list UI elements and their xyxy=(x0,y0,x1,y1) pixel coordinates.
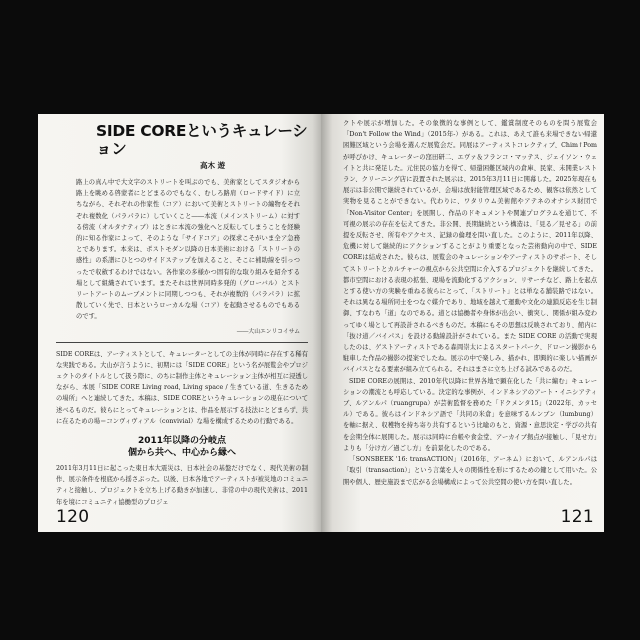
section-divider xyxy=(56,342,308,343)
body-paragraph: クトや展示が増加した。その象徴的な事例として、鑑賞制度そのものを問う展覧会「Don't Follow the Wind」（2015年-）がある。これは、あえて誰も来場できない帰還困難区域という会場を選んだ展覧会だ。同展はアーティストコレクティブ、Chim↑Pomが呼びかけ、キュレーターの窪田研二、エヴァ＆フランコ・マッテス、ジェイソン・ウェイトと共に発足した。元住民の協力を得て、帰還困難区域内の倉庫、民家、未開業レストラン、クリーニング店に設置された展示は、2015年3月11日に開幕した。2025年現在も展示は非公開で継続されているが、会場は放射能管理区域であるため、観客は依然として実物を見ることができない。代わりに、ワタリウム美術館やアテネのオナシス財団で「Non-Visitor Center」を展開し、作品のドキュメントや関連プログラムを通じて、不可視の展示の存在を伝えてきた。非公開、長期継続という構造は、「見る／見せる」の前提を反転させ、所有やアクセス、記録の倫理を問い直した。このように、2011年以降、危機に対して継続的にアクションすることがより重要となった芸術動向の中で、SIDE COREは結成された。彼らは、展覧会のキュレーションやアーティストのサポート、そしてストリートとカルチャーの視点から公共空間に介入するプロジェクトを継続してきた。都市空間における表現の拡張、現場を流動化するアクション、リサーチなど、路上を起点とする使い方の実験を重ねる彼らにとって、「ストリート」とは単なる舗装路ではない。それは異なる場所同士をつなぐ媒介であり、地域を越えて運動や文化の連鎖反応を生じ制御、すなわち「道」なのである。道とは協働者や身体が出会い、衝突し、関係が組み変わってゆく場として再設計されるべきものだ。本稿にもその思想は反映されており、館内に「抜け道／バイパス」を設ける動線設計がされている。また SIDE CORE の活動で実現したのは、ゲストアーティストである森岡崇太によるスタートパーク、ドローン撮影から駐車した作品の撮影の提案でしたね。展示の中で楽しみ、描かれ、即興的に楽しい描画がバイパスとなる要素が組み立てられる。それはまさに立ち上げる試みであるのだ。 xyxy=(343,120,597,374)
left-page xyxy=(38,114,321,532)
article-title: SIDE COREというキュレーション xyxy=(96,122,308,158)
body-paragraph: 「SONSBEEK '16: transACTION」（2016年、アーネム）において、ルアンルパは「取引（transaction）」という言葉を人々の関係性を形にするための鍵として用いた。公開や個人、歴史施設まで広がる会場構成によって公共空間の使い方を問い直した。 xyxy=(343,456,597,486)
page-number: 121 xyxy=(560,507,594,527)
epigraph-credit: ――大山エンリコイサム xyxy=(236,328,300,335)
body-paragraph: SIDE COREは、アーティストとして、キュレーターとしての主体が同時に存在する稀有な実践である。大山が言うように、初期には「SIDE CORE」という名が展覧会やプロジェクトのタイトルとして扱う際に、のちに制作主体とキュレーション主体が相互に浸透しながら、本展「SIDE CORE Living road, Living space / 生きている道、生きるための場所」へと連続してきた。本稿は、SIDE COREというキュレーションの現在について述べるものだ。彼らにとってキュレーションとは、作品を展示する技法にとどまらず、共に在るための場＝コンヴィヴィアル（convivial）な場を構成するための行動である。 xyxy=(56,350,308,425)
right-page-content xyxy=(343,118,597,488)
right-page xyxy=(321,114,604,532)
page-number: 120 xyxy=(56,507,90,527)
body-paragraph: SIDE COREの展開は、2010年代以降に世界各地で顕在化した「共に編む」キュレーションの潮流とも呼応している。決定的な事例が、インドネシアのアート・イニシアティブ、ルアンルパ（ruangrupa）が芸術監督を務めた「ドクメンタ15」（2022年、カッセル）である。彼らはインドネシア語で「共同の米倉」を意味するルンブン（lumbung）を軸に据え、収穫物を持ち寄り共有するという比喩のもと、資源・意思決定・学びの共有を会期全体に展開した。展示は同時に台帳や食金堂、アーカイブ拠点が接触し、「見せ方」よりも「分け方／過ごし方」を前景化したのである。 xyxy=(343,377,597,452)
author-name: 高木 遊 xyxy=(200,161,226,170)
section-heading-subline: 個から共へ、中心から縁へ xyxy=(127,448,236,459)
section-heading-line: 2011年以降の分岐点 xyxy=(137,436,227,447)
section-heading xyxy=(56,435,308,459)
left-page-content xyxy=(56,122,308,508)
epigraph-quote: 路上の真ん中で大文字のストリートを叫ぶのでも、美術家としてスタジオから路上を眺める啓蒙者にとどまるのでもなく、むしろ路肩（ロードサイド）に立ちながら、それぞれの作家性（コア）において美術とストリートの編物をそれぞれ複数化（パラパラに）していくこと――本流（メインストリーム）に対する傍流（オルタナティブ）はときに本流の強化へと反転してしまうことを経験的に知る作家によって、そのような「サイドコア」の探求こそがいま全ア急務とであります。本来は、ポストモダン以降の日本美術における「ストリートの感性」の系譜にひとつのサイドステップを加えること、そこに補助線を引っつったで収斂するわけではない。各作家の多様かつ固有的な取り組みを紹介する場として組織されています。またそれは世界同時多発的（グローバル）とストリートアートのムーブメントに同期しつつも、それが複数的（パラパラ）に拡散していく先で、日本というローカルな場（コア）を起動させるものでもあるのです。 xyxy=(76,179,300,321)
book-spread xyxy=(38,114,604,532)
body-paragraph: 2011年3月11日に起こった東日本大震災は、日本社会の基盤だけでなく、現代美術の制作、展示条件を根底から揺さぶった。以後、日本各地でアーティストが被災地のコミュニティと接触し、プロジェクトを立ち上げる動きが加速し、非常の中の現代美術は、2011年を境にコミュニティ協働型のプロジェ xyxy=(56,465,308,506)
